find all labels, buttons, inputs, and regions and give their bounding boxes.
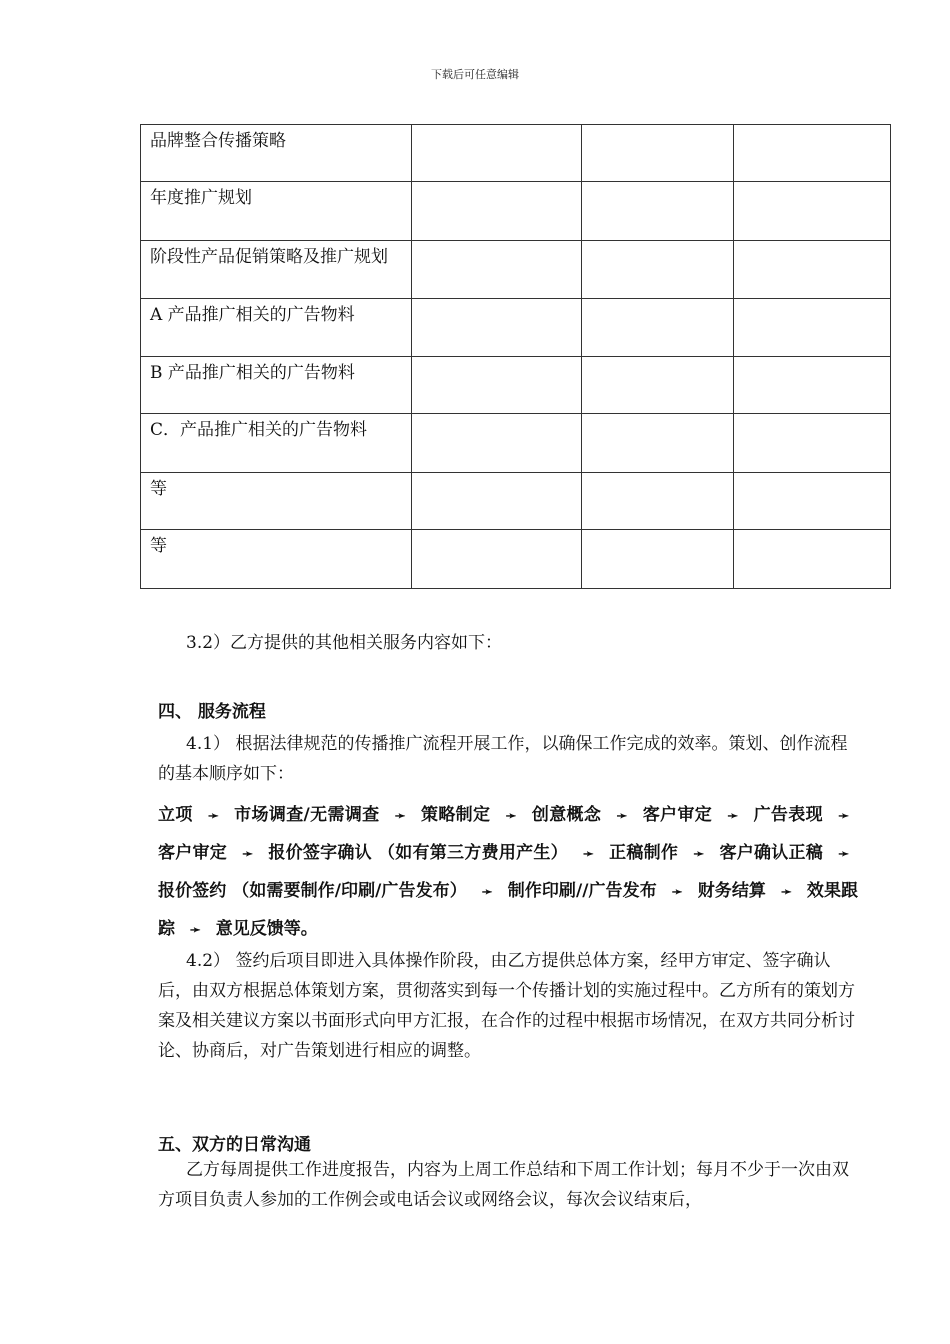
table-body bbox=[141, 125, 891, 589]
table-cell bbox=[412, 182, 582, 241]
page-header-note: 下载后可任意编辑 bbox=[431, 68, 519, 81]
workflow-step: 立项 bbox=[158, 805, 193, 825]
table-cell bbox=[412, 530, 582, 589]
arrow-right-icon: ➛ bbox=[616, 809, 628, 824]
table-cell bbox=[412, 299, 582, 357]
table-cell bbox=[412, 357, 582, 414]
table-cell bbox=[734, 182, 891, 241]
workflow-step: 意见反馈等。 bbox=[215, 919, 318, 939]
item-4-1-text: 4.1） 根据法律规范的传播推广流程开展工作，以确保工作完成的效率。策划、创作流程的基本顺序如下： bbox=[158, 734, 848, 784]
table-cell-label: C．产品推广相关的广告物料 bbox=[141, 414, 412, 473]
arrow-right-icon: ➛ bbox=[838, 809, 850, 824]
table-cell bbox=[582, 357, 734, 414]
workflow-step: 创意概念 bbox=[531, 805, 602, 825]
arrow-right-icon: ➛ bbox=[693, 847, 705, 862]
table-cell-label: 品牌整合传播策略 bbox=[141, 125, 412, 182]
section-5-heading: 五、双方的日常沟通 bbox=[158, 1135, 311, 1155]
table-cell bbox=[582, 414, 734, 473]
table-cell bbox=[412, 241, 582, 299]
table-row bbox=[141, 125, 891, 182]
table-cell bbox=[734, 357, 891, 414]
table-cell bbox=[582, 530, 734, 589]
workflow-step: 客户审定 bbox=[642, 805, 713, 825]
arrow-right-icon: ➛ bbox=[780, 885, 792, 900]
item-3-2-text: 3.2）乙方提供的其他相关服务内容如下： bbox=[186, 633, 503, 653]
table-cell-label: 阶段性产品促销策略及推广规划 bbox=[141, 241, 412, 299]
table-row bbox=[141, 299, 891, 357]
workflow-steps bbox=[158, 797, 858, 949]
table-cell bbox=[734, 125, 891, 182]
workflow-step: 策略制定 bbox=[420, 805, 491, 825]
table-cell bbox=[734, 299, 891, 357]
table-row bbox=[141, 241, 891, 299]
arrow-right-icon: ➛ bbox=[838, 847, 850, 862]
table-cell bbox=[412, 473, 582, 530]
workflow-step: 广告表现 bbox=[753, 805, 823, 825]
table-cell-label: 等 bbox=[141, 530, 412, 589]
arrow-right-icon: ➛ bbox=[207, 809, 219, 824]
item-4-2-text: 4.2） 签约后项目即进入具体操作阶段，由乙方提供总体方案，经甲方审定、签字确认后，由双方根据总体策划方案，贯彻落实到每一个传播计划的实施过程中。乙方所有的策划方案及相关建议方案以书面形式向甲方汇报，在合作的过程中根据市场情况，在双方共同分析讨论、协商后，对广告策划进行相应的调整。 bbox=[158, 951, 855, 1061]
table-cell bbox=[582, 182, 734, 241]
table-row bbox=[141, 530, 891, 589]
arrow-right-icon: ➛ bbox=[189, 923, 201, 938]
table-cell bbox=[734, 473, 891, 530]
workflow-step: 客户确认正稿 bbox=[719, 843, 823, 863]
workflow-step: 财务结算 bbox=[697, 881, 766, 901]
table-row bbox=[141, 414, 891, 473]
workflow-step: 市场调查/无需调查 bbox=[234, 805, 380, 825]
section-4-heading: 四、 服务流程 bbox=[158, 702, 266, 722]
workflow-step: 报价签约 （如需要制作/印刷/广告发布） bbox=[158, 881, 467, 901]
table-cell-label: 等 bbox=[141, 473, 412, 530]
table-row bbox=[141, 473, 891, 530]
arrow-right-icon: ➛ bbox=[242, 847, 254, 862]
table-cell bbox=[734, 414, 891, 473]
arrow-right-icon: ➛ bbox=[583, 847, 594, 862]
arrow-right-icon: ➛ bbox=[671, 885, 683, 900]
table-cell bbox=[734, 530, 891, 589]
arrow-right-icon: ➛ bbox=[481, 885, 493, 900]
table-cell bbox=[582, 241, 734, 299]
workflow-step: 制作印刷//广告发布 bbox=[507, 881, 657, 901]
table-cell-label: A 产品推广相关的广告物料 bbox=[141, 299, 412, 357]
table-cell bbox=[582, 299, 734, 357]
workflow-step: 正稿制作 bbox=[609, 843, 679, 863]
table-cell-label: 年度推广规划 bbox=[141, 182, 412, 241]
workflow-step: 客户审定 bbox=[158, 843, 228, 863]
arrow-right-icon: ➛ bbox=[727, 809, 739, 824]
table-cell bbox=[412, 125, 582, 182]
arrow-right-icon: ➛ bbox=[394, 809, 406, 824]
table-cell bbox=[412, 414, 582, 473]
table-cell bbox=[734, 241, 891, 299]
arrow-right-icon: ➛ bbox=[505, 809, 517, 824]
workflow-step: 报价签字确认 （如有第三方费用产生） bbox=[268, 843, 568, 863]
workflow-step: 效果跟踪 bbox=[158, 881, 859, 939]
table-cell bbox=[582, 125, 734, 182]
section-5-paragraph: 乙方每周提供工作进度报告，内容为上周工作总结和下周工作计划；每月不少于一次由双方项目负责人参加的工作例会或电话会议或网络会议，每次会议结束后， bbox=[158, 1160, 849, 1210]
table-row bbox=[141, 357, 891, 414]
table-row bbox=[141, 182, 891, 241]
service-content-table bbox=[140, 124, 891, 589]
table-cell-label: B 产品推广相关的广告物料 bbox=[141, 357, 412, 414]
table-cell bbox=[582, 473, 734, 530]
